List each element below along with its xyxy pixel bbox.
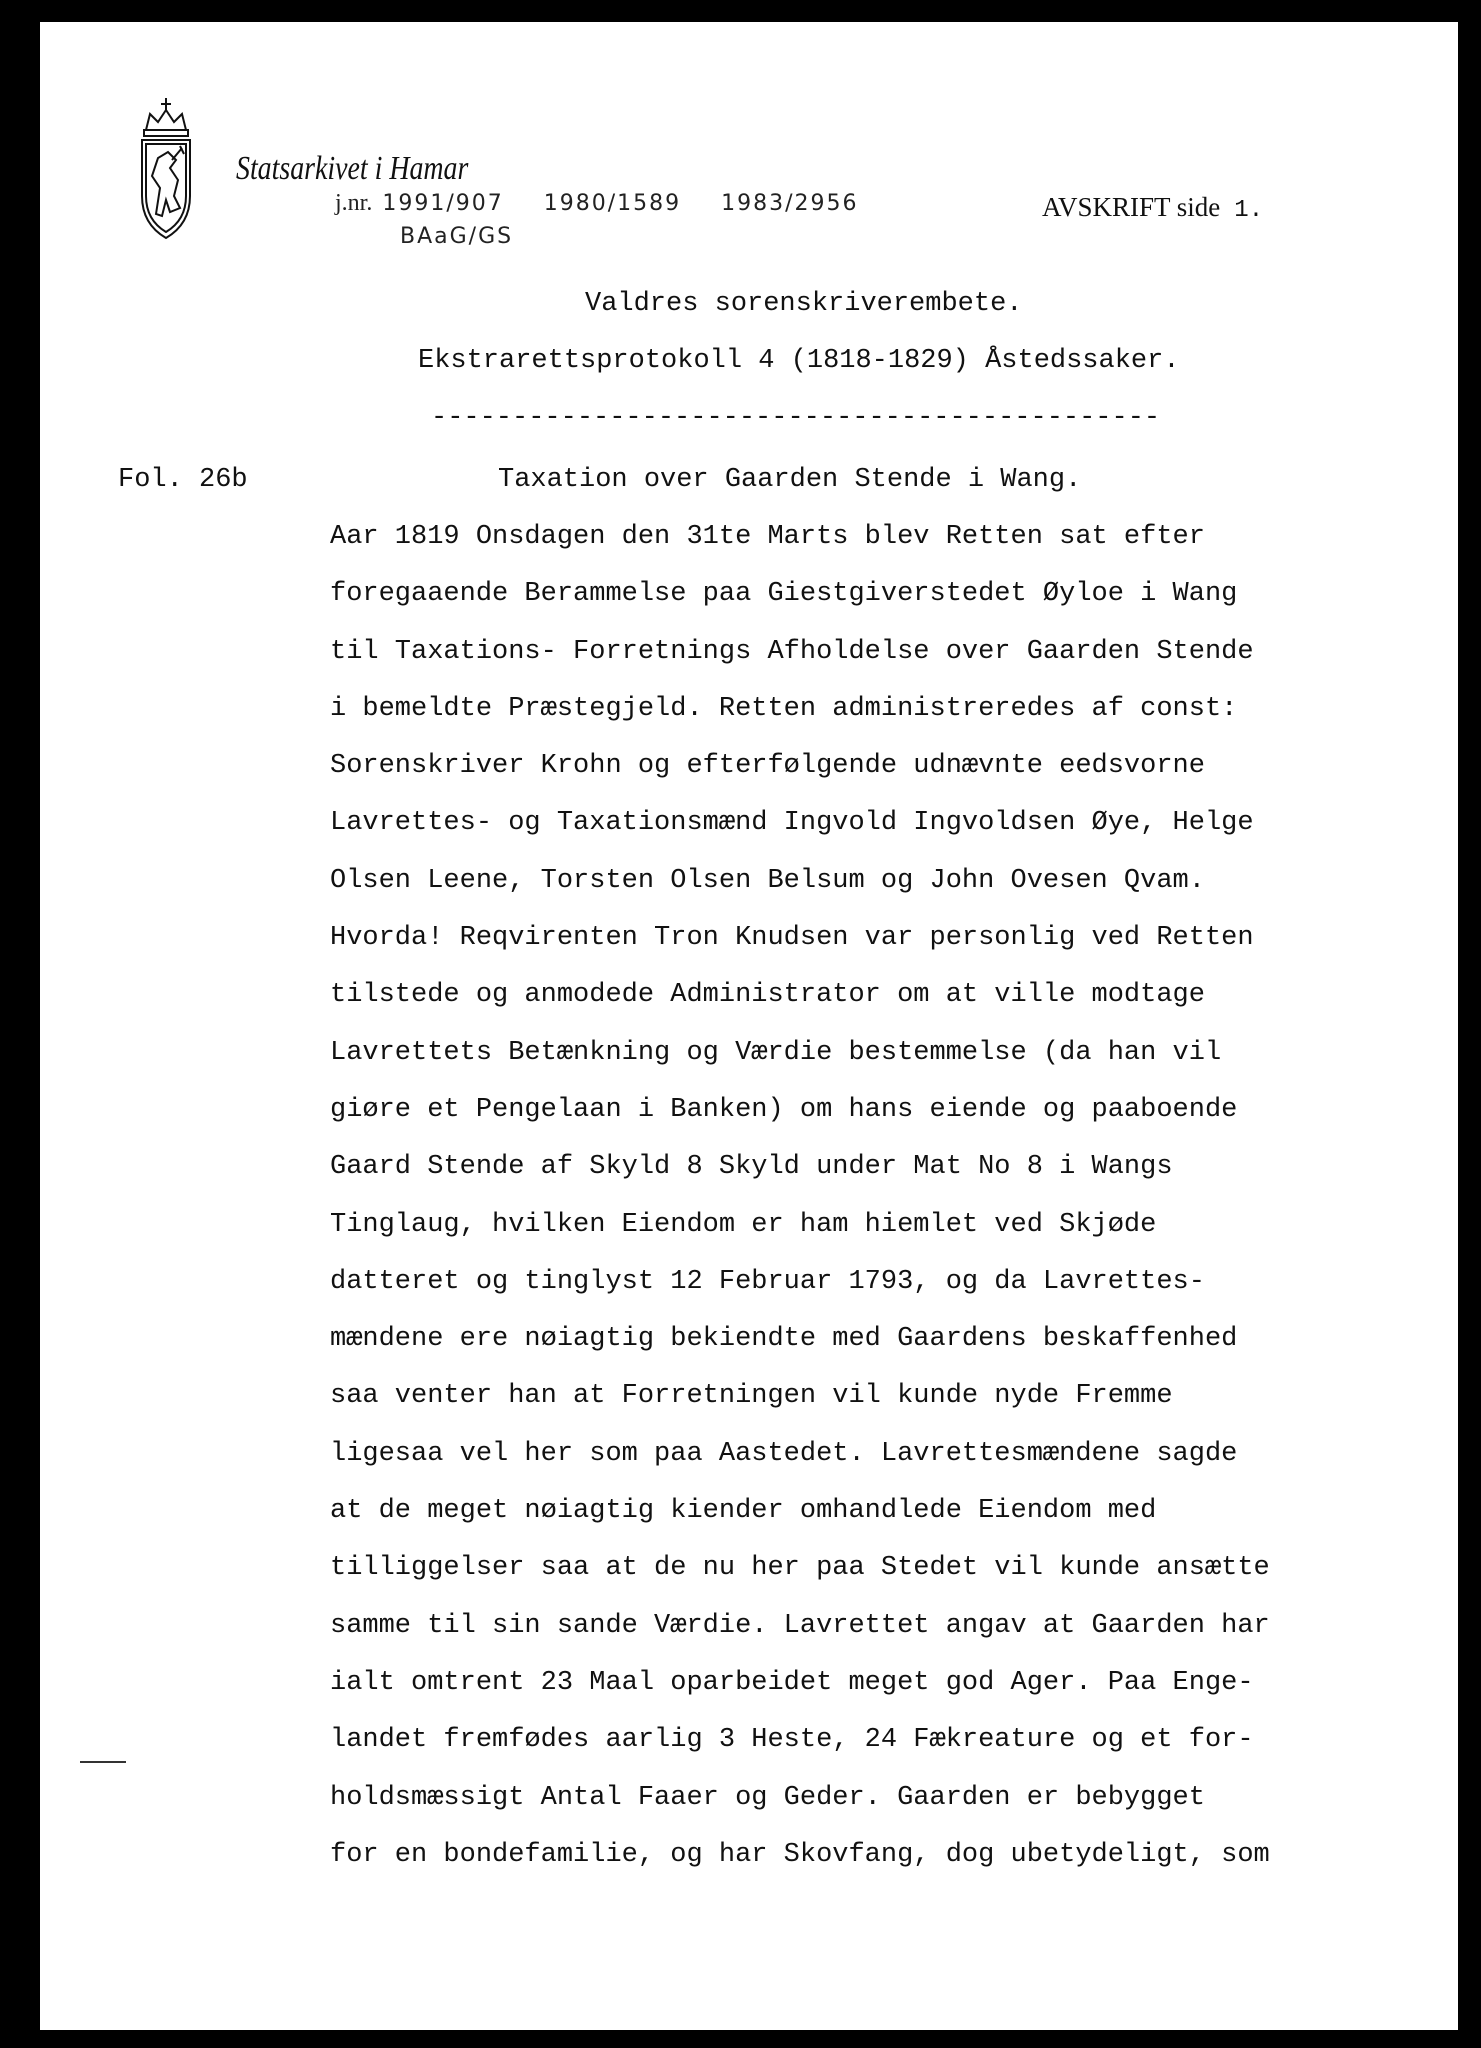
avskrift-label: AVSKRIFT side <box>1042 192 1221 222</box>
text-line: Lavrettets Betænkning og Værdie bestemmelse (da han vil <box>330 1037 1222 1068</box>
text-line: samme til sin sande Værdie. Lavrettet angav at Gaarden har <box>330 1610 1270 1641</box>
text-line: at de meget nøiagtig kiender omhandlede Eiendom med <box>330 1496 1157 1527</box>
text-line: foregaaende Berammelse paa Giestgiverstedet Øyloe i Wang <box>330 579 1238 610</box>
text-line: for en bondefamilie, og har Skovfang, dog ubetydeligt, som <box>330 1839 1270 1870</box>
text-line: tilliggelser saa at de nu her paa Stedet vil kunde ansætte <box>330 1553 1270 1584</box>
section-heading: Taxation over Gaarden Stende i Wang. <box>498 465 1082 495</box>
document-page <box>40 22 1458 2030</box>
divider: --------------------------------------------- <box>431 403 1161 433</box>
text-line: mændene ere nøiagtig bekiendte med Gaardens beskaffenhed <box>330 1324 1238 1355</box>
text-line: landet fremfødes aarlig 3 Heste, 24 Fækreature og et for- <box>330 1725 1254 1756</box>
page-label <box>1042 192 1263 224</box>
page-number: 1. <box>1234 197 1264 224</box>
text-line <box>330 1884 1270 1941</box>
text-line: Olsen Leene, Torsten Olsen Belsum og John Ovesen Qvam. <box>330 865 1205 896</box>
text-line: tilstede og anmodede Administrator om at ville modtage <box>330 980 1205 1011</box>
text-line: Sorenskriver Krohn og efterfølgende udnævnte eedsvorne <box>330 751 1205 782</box>
archive-name: Statsarkivet i Hamar <box>236 150 469 187</box>
transcription-body <box>330 509 1270 1941</box>
text-line: ligesaa vel her som paa Aastedet. Lavrettesmændene sagde <box>330 1438 1238 1469</box>
document-subtitle: Ekstrarettsprotokoll 4 (1818-1829) Åstedssaker. <box>418 346 1180 376</box>
text-line: til Taxations- Forretnings Afholdelse over Gaarden Stende <box>330 636 1254 667</box>
text-line: Tinglaug, hvilken Eiendom er ham hiemlet ved Skjøde <box>330 1209 1157 1240</box>
ref-number-3: 1983/2956 <box>721 191 859 216</box>
ref-number-1: 1991/907 <box>382 191 504 216</box>
document-title: Valdres sorenskriverembete. <box>585 289 1023 319</box>
text-line: ialt omtrent 23 Maal oparbeidet meget god Ager. Paa Enge- <box>330 1667 1254 1698</box>
text-line: Hvorda! Reqvirenten Tron Knudsen var personlig ved Retten <box>330 923 1254 954</box>
reference-numbers <box>335 190 899 217</box>
text-line: Aar 1819 Onsdagen den 31te Marts blev Retten sat efter <box>330 522 1205 552</box>
text-line: holdsmæssigt Antal Faaer og Geder. Gaarden er bebygget <box>330 1782 1205 1813</box>
ref-number-2: 1980/1589 <box>543 191 682 216</box>
folio-reference: Fol. 26b <box>118 465 248 495</box>
coat-of-arms-icon <box>130 96 202 246</box>
margin-mark <box>80 1761 126 1763</box>
text-line: saa venter han at Forretningen vil kunde nyde Fremme <box>330 1381 1173 1412</box>
signature-code: BAaG/GS <box>400 224 514 249</box>
text-line: i bemeldte Præstegjeld. Retten administreredes af const: <box>330 693 1238 724</box>
text-line: Lavrettes- og Taxationsmænd Ingvold Ingvoldsen Øye, Helge <box>330 808 1254 839</box>
text-line: giøre et Pengelaan i Banken) om hans eiende og paaboende <box>330 1094 1238 1125</box>
jnr-label: j.nr. <box>335 190 373 216</box>
text-line: datteret og tinglyst 12 Februar 1793, og da Lavrettes- <box>330 1266 1205 1297</box>
text-line: Gaard Stende af Skyld 8 Skyld under Mat No 8 i Wangs <box>330 1152 1173 1183</box>
